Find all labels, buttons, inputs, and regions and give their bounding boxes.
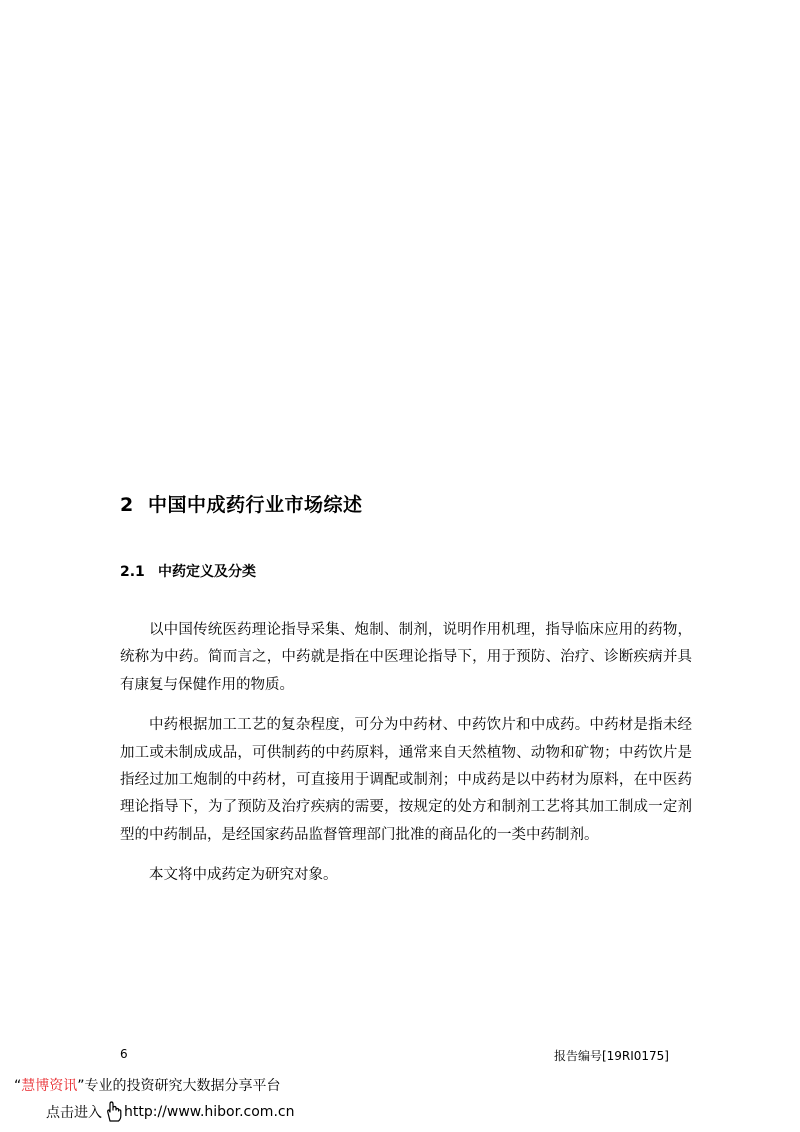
chapter-number: 2 [120,494,134,516]
promo-banner [14,1075,281,1095]
pointing-hand-icon [104,1101,122,1123]
promo-tagline: 专业的投资研究大数据分享平台 [84,1078,281,1094]
paragraph: 以中国传统医药理论指导采集、炮制、制剂，说明作用机理，指导临床应用的药物，统称为中药。简而言之，中药就是指在中医理论指导下，用于预防、治疗、诊断疾病并具有康复与保健作用的物质。 [120,622,692,693]
section-heading [120,561,256,581]
brand-name: 慧博资讯 [21,1078,78,1094]
paragraph: 中药根据加工工艺的复杂程度，可分为中药材、中药饮片和中成药。中药材是指未经加工或未制成成品，可供制药的中药原料，通常来自天然植物、动物和矿物；中药饮片是指经过加工炮制的中药材，可直接用于调配或制剂；中成药是以中药材为原料，在中医药理论指导下，为了预防及治疗疾病的需要，按规定的处方和制剂工艺将其加工制成一定剂型的中药制品，是经国家药品监督管理部门批准的商品化的一类中药制剂。 [120,717,692,843]
quote-close: ” [77,1078,85,1094]
section-title: 中药定义及分类 [158,564,256,580]
page-number: 6 [120,1047,128,1061]
quote-open: “ [14,1078,22,1094]
section-number: 2.1 [120,564,145,580]
promo-link-row[interactable] [46,1101,294,1123]
enter-text: 点击进入 [46,1105,102,1121]
paragraph: 本文将中成药定为研究对象。 [149,867,338,884]
chapter-title: 中国中成药行业市场综述 [148,494,363,516]
chapter-heading [120,490,363,517]
report-id: 报告编号[19RI0175] [553,1049,669,1063]
site-url-link[interactable]: http://www.hibor.com.cn [124,1104,295,1120]
body-text [120,617,692,903]
